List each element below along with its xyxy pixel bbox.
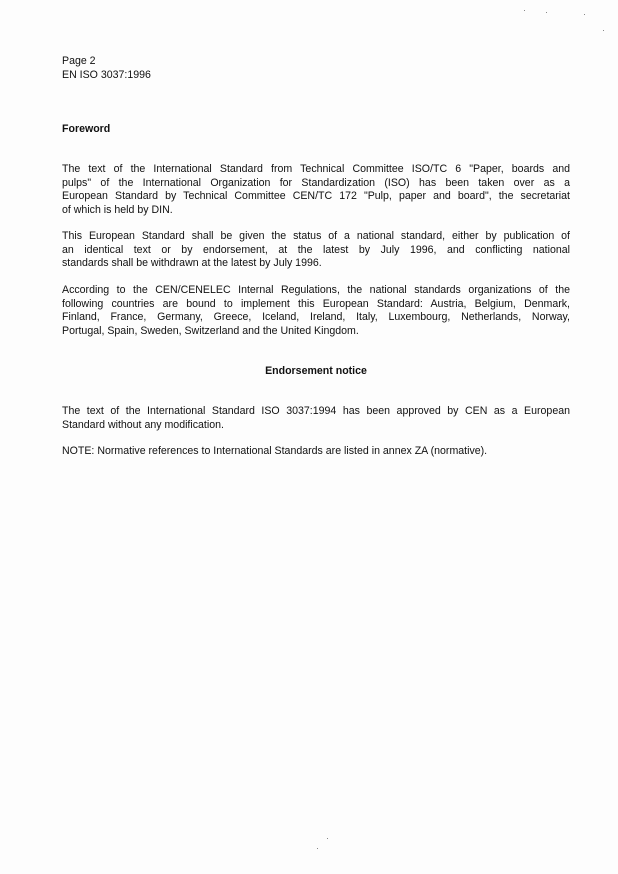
foreword-paragraph-1 (62, 163, 570, 218)
foreword-heading (62, 123, 570, 137)
endorsement-paragraph (62, 405, 570, 432)
endorsement-heading (62, 365, 570, 379)
text-line: This European Standard shall be given the status of a national standard, either by publication of (62, 230, 570, 242)
foreword-paragraph-3 (62, 284, 570, 339)
scan-speck (603, 30, 604, 31)
normative-note (62, 445, 570, 459)
scan-speck (584, 14, 585, 15)
text-line: of which is held by DIN. (62, 204, 173, 217)
scan-speck (546, 12, 547, 13)
text-line: European Standard by Technical Committee CEN/TC 172 "Pulp, paper and board", the secretariat (62, 190, 570, 203)
text-line: pulps" of the International Organization for Standardization (ISO) has been taken over as a (62, 176, 570, 189)
scan-speck (524, 10, 525, 11)
text-line: Standard without any modification. (62, 418, 224, 431)
foreword-title: Foreword (62, 123, 111, 135)
text-line: NOTE: Normative references to International Standards are listed in annex ZA (normative). (62, 445, 488, 457)
scan-speck (327, 838, 328, 839)
scan-speck (317, 848, 318, 849)
text-line: According to the CEN/CENELEC Internal Regulations, the national standards organizations of the (62, 284, 570, 296)
text-line: The text of the International Standard ISO 3037:1994 has been approved by CEN as a European (62, 405, 570, 417)
text-line: an identical text or by endorsement, at the latest by July 1996, and conflicting national (62, 243, 570, 256)
text-line: Portugal, Spain, Sweden, Switzerland and the United Kingdom. (62, 325, 359, 338)
endorsement-title: Endorsement notice (265, 365, 367, 377)
standard-number: EN ISO 3037:1996 (62, 68, 151, 81)
page-number: Page 2 (62, 55, 96, 67)
text-line: The text of the International Standard from Technical Committee ISO/TC 6 "Paper, boards and (62, 163, 570, 175)
text-line: standards shall be withdrawn at the latest by July 1996. (62, 257, 322, 270)
text-line: Finland, France, Germany, Greece, Iceland, Ireland, Italy, Luxembourg, Netherlands, Norway, (62, 311, 570, 324)
text-line: following countries are bound to implement this European Standard: Austria, Belgium, Denmark, (62, 297, 570, 310)
foreword-paragraph-2 (62, 230, 570, 271)
page-header (62, 55, 570, 82)
